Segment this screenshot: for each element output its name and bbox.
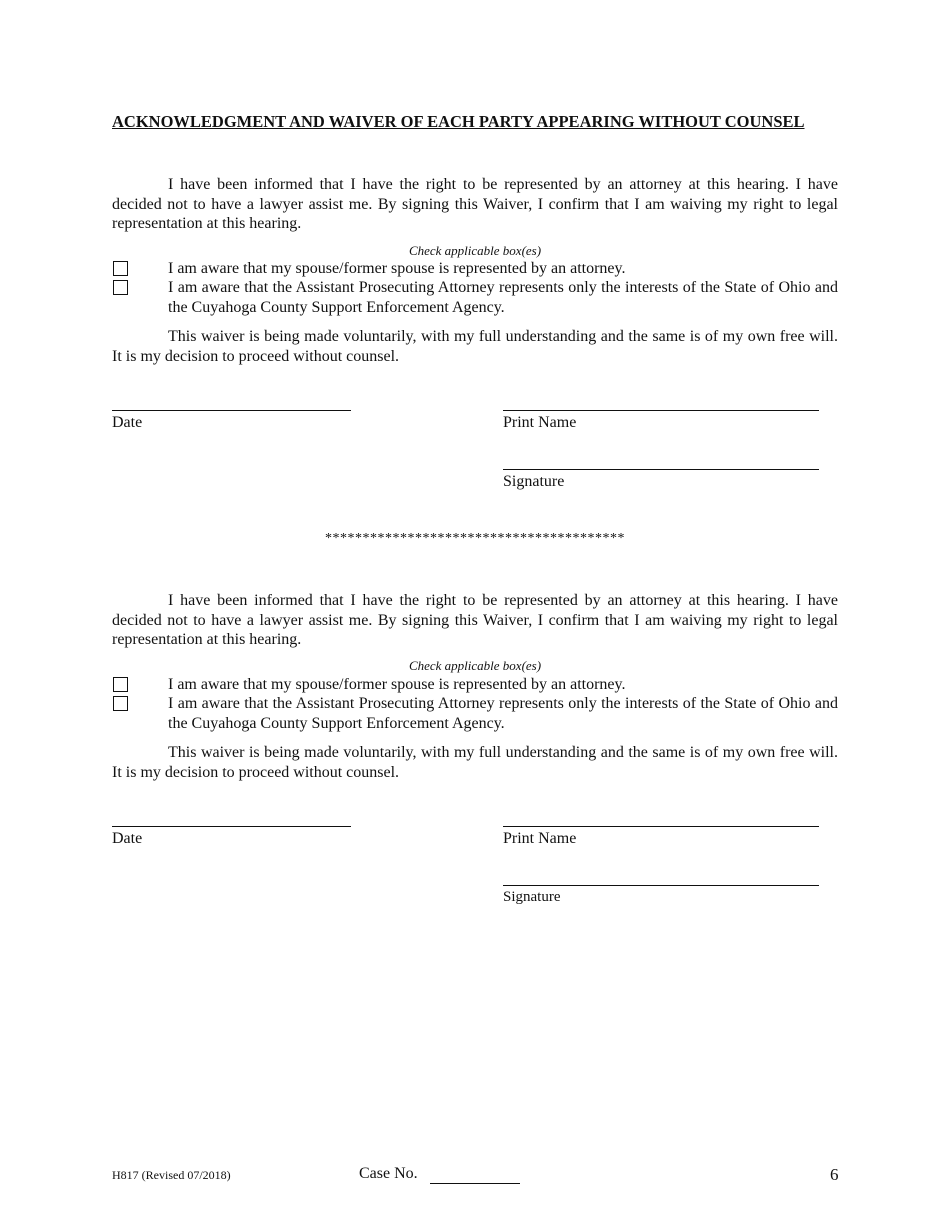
- waiver-1-signature-line[interactable]: [503, 469, 819, 470]
- case-number-label: Case No.: [359, 1165, 418, 1182]
- waiver-2-date-line[interactable]: [112, 826, 351, 827]
- waiver-2-signature-label: Signature: [503, 889, 561, 905]
- waiver-1-date-line[interactable]: [112, 410, 351, 411]
- waiver-2-signature-line[interactable]: [503, 885, 819, 886]
- waiver-2-check-label: Check applicable box(es): [408, 658, 542, 673]
- document-title: ACKNOWLEDGMENT AND WAIVER OF EACH PARTY APPEARING WITHOUT COUNSEL: [112, 112, 805, 131]
- case-number-field[interactable]: [430, 1183, 520, 1184]
- waiver-2-checkbox-prosecutor[interactable]: [113, 696, 128, 711]
- waiver-1-date-label: Date: [112, 414, 143, 431]
- waiver-2-print-name-label: Print Name: [503, 830, 577, 847]
- waiver-2-checkbox-spouse[interactable]: [113, 677, 128, 692]
- waiver-1-statement: This waiver is being made voluntarily, with my full understanding and the same is of my own free will. It is my decision to proceed without counsel.: [112, 328, 838, 365]
- waiver-2-intro: I have been informed that I have the right to be represented by an attorney at this hearing. I have decided not to have a lawyer assist me. By signing this Waiver, I confirm that I am waiving my right to legal representation at this hearing.: [112, 592, 838, 648]
- waiver-1-intro: I have been informed that I have the right to be represented by an attorney at this hearing. I have decided not to have a lawyer assist me. By signing this Waiver, I confirm that I am waiving my right to legal representation at this hearing.: [112, 176, 838, 232]
- waiver-1-option-prosecutor: I am aware that the Assistant Prosecuting Attorney represents only the interests of the State of Ohio and the Cuyahoga County Support Enforcement Agency.: [168, 279, 838, 316]
- waiver-2-option-prosecutor: I am aware that the Assistant Prosecuting Attorney represents only the interests of the State of Ohio and the Cuyahoga County Support Enforcement Agency.: [168, 695, 838, 732]
- waiver-1-checkbox-prosecutor[interactable]: [113, 280, 128, 295]
- waiver-2-date-label: Date: [112, 830, 143, 847]
- waiver-2-option-spouse: I am aware that my spouse/former spouse is represented by an attorney.: [168, 676, 626, 693]
- waiver-2-print-name-line[interactable]: [503, 826, 819, 827]
- page-number: 6: [830, 1165, 839, 1184]
- section-separator: ****************************************: [325, 531, 625, 546]
- waiver-1-print-name-label: Print Name: [503, 414, 577, 431]
- waiver-1-signature-label: Signature: [503, 473, 565, 490]
- waiver-1-checkbox-spouse[interactable]: [113, 261, 128, 276]
- form-id: H817 (Revised 07/2018): [112, 1168, 231, 1182]
- waiver-1-option-spouse: I am aware that my spouse/former spouse is represented by an attorney.: [168, 260, 626, 277]
- waiver-2-statement: This waiver is being made voluntarily, with my full understanding and the same is of my own free will. It is my decision to proceed without counsel.: [112, 744, 838, 781]
- waiver-1-print-name-line[interactable]: [503, 410, 819, 411]
- waiver-1-check-label: Check applicable box(es): [408, 243, 542, 258]
